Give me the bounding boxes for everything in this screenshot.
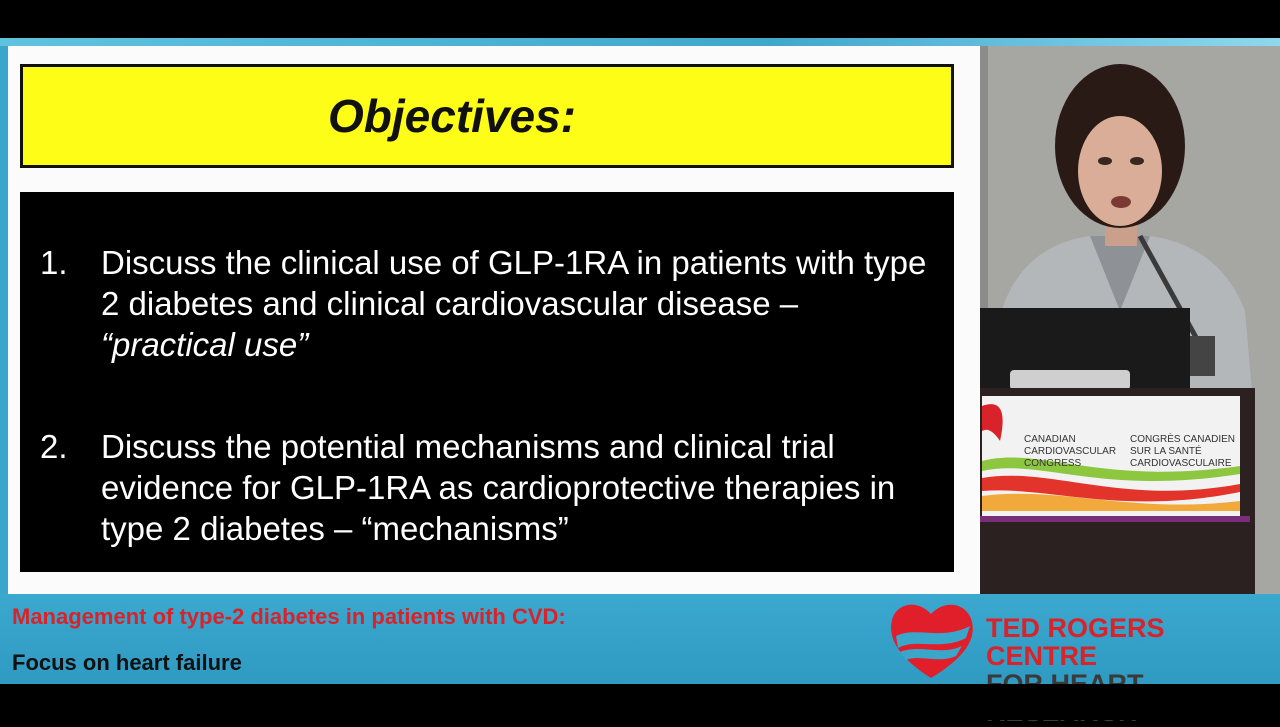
lower-third-banner (0, 594, 1280, 684)
frame-stripe (0, 38, 1280, 46)
video-frame (0, 38, 1280, 684)
objective-text: Discuss the clinical use of GLP-1RA in patients with type 2 diabetes and clinical cardiovascular disease – “practical use” (101, 244, 927, 363)
podium-text-right-3: CARDIOVASCULAIRE (1130, 458, 1232, 469)
podium-text-left-3: CONGRESS (1024, 458, 1082, 469)
speaker-scene (980, 46, 1280, 594)
presentation-slide (8, 46, 980, 594)
objective-number: 1. (40, 244, 68, 281)
podium-text-left-2: CARDIOVASCULAR (1024, 446, 1117, 457)
talk-title: Management of type-2 diabetes in patients with CVD: (12, 604, 566, 629)
objective-number: 2. (40, 428, 68, 465)
logo-line-1: TED ROGERS CENTRE (986, 613, 1165, 671)
talk-subtitle: Focus on heart failure (12, 650, 242, 675)
heart-logo-icon (886, 596, 976, 682)
slide-body (20, 192, 954, 572)
podium-text-left-1: CANADIAN (1024, 434, 1076, 445)
slide-title-box (20, 64, 954, 168)
slide-title: Objectives: (328, 90, 576, 142)
objective-text: Discuss the potential mechanisms and clinical trial evidence for GLP-1RA as cardioprotective therapies in type 2 diabetes – “mechanisms” (101, 428, 896, 547)
podium-text-right-1: CONGRÈS CANADIEN (1130, 434, 1236, 445)
podium-text-right-2: SUR LA SANTÉ (1130, 446, 1202, 457)
top-letterbox (0, 0, 1280, 38)
speaker-video (980, 46, 1280, 594)
bottom-letterbox (0, 684, 1280, 720)
